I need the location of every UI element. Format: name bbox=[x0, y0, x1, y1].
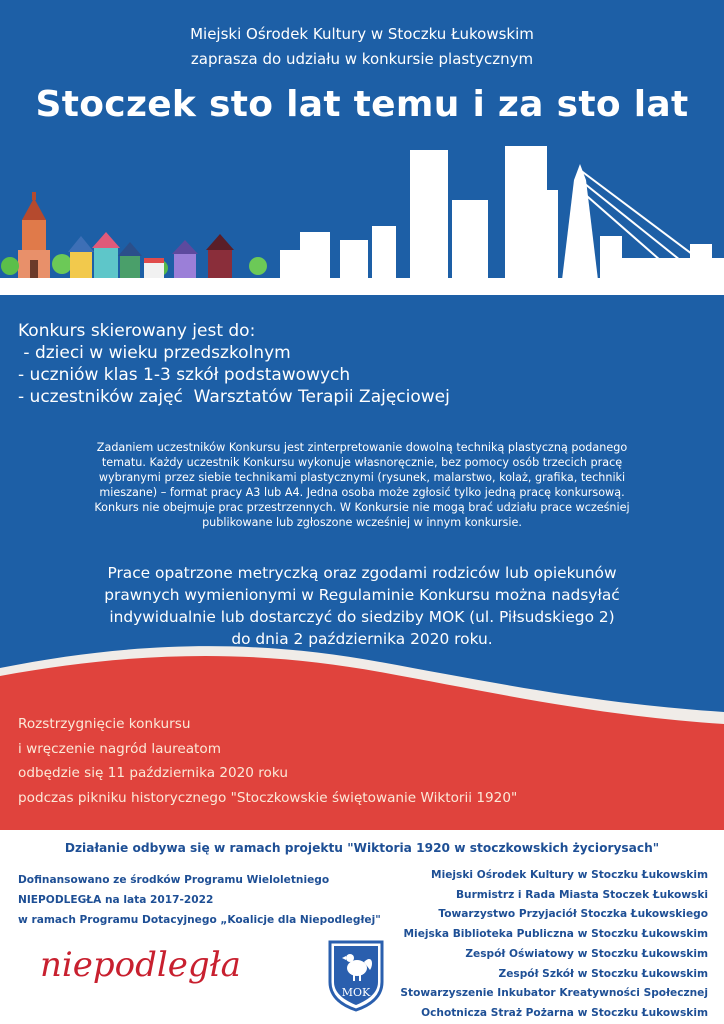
niepodlegla-logo-text: niepodległa bbox=[40, 945, 241, 985]
contest-title: Stoczek sto lat temu i za sto lat bbox=[35, 84, 689, 125]
church-icon bbox=[18, 192, 50, 278]
description-line: wybranymi przez siebie technikami plastycznymi (rysunek, malarstwo, kolaż, grafika, techniki bbox=[98, 471, 626, 484]
invite-line: zaprasza do udziału w konkursie plastycznym bbox=[190, 50, 534, 68]
description-line: mieszane) – format pracy A3 lub A4. Jedna osoba może zgłosić tylko jedną pracę konkursową. bbox=[99, 486, 625, 499]
partner-item: Ochotnicza Straż Pożarna w Stoczku Łukowskim bbox=[421, 1006, 708, 1019]
audience-block bbox=[18, 320, 450, 408]
city-skyline-icon bbox=[280, 146, 724, 280]
results-line: Rozstrzygnięcie konkursu bbox=[18, 716, 191, 732]
partner-item: Miejska Biblioteka Publiczna w Stoczku Łukowskim bbox=[403, 928, 708, 941]
results-line: i wręczenie nagród laureatom bbox=[18, 740, 221, 757]
results-info bbox=[18, 712, 517, 810]
description-line: Zadaniem uczestników Konkursu jest zinterpretowanie dowolną techniką plastyczną podanego bbox=[96, 441, 628, 454]
partner-item: Zespół Oświatowy w Stoczku Łukowskim bbox=[465, 947, 708, 960]
description-line: Konkurs nie obejmuje prac przestrzennych. W Konkursie nie mogą brać udziału prace wcześniej bbox=[94, 501, 630, 514]
submission-line: do dnia 2 października 2020 roku. bbox=[231, 630, 493, 648]
audience-item: - dzieci w wieku przedszkolnym bbox=[18, 343, 291, 363]
submission-info bbox=[40, 562, 684, 650]
submission-line: indywidualnie lub dostarczyć do siedziby MOK (ul. Piłsudskiego 2) bbox=[109, 608, 615, 626]
partner-item: Zespół Szkół w Stoczku Łukowskim bbox=[498, 967, 708, 980]
audience-heading: Konkurs skierowany jest do: bbox=[18, 321, 256, 341]
submission-line: Prace opatrzone metryczką oraz zgodami rodziców lub opiekunów bbox=[107, 564, 617, 582]
funding-line: NIEPODLEGŁA na lata 2017-2022 bbox=[18, 894, 214, 906]
description-line: publikowane lub zgłoszone wcześniej w innym konkursie. bbox=[202, 516, 522, 529]
funding-line: Dofinansowano ze środków Programu Wieloletniego bbox=[18, 874, 330, 886]
partners-list bbox=[400, 866, 708, 1024]
contest-description bbox=[30, 440, 694, 530]
audience-item: - uczestników zajęć Warsztatów Terapii Zajęciowej bbox=[18, 387, 450, 407]
funding-info bbox=[18, 870, 381, 930]
partner-item: Burmistrz i Rada Miasta Stoczek Łukowski bbox=[455, 888, 708, 901]
partner-item: Stowarzyszenie Inkubator Kreatywności Społecznej bbox=[400, 987, 708, 1000]
crest-label: MOK bbox=[341, 986, 371, 999]
town-and-city-skyline-illustration bbox=[0, 140, 724, 295]
results-line: podczas pikniku historycznego "Stoczkowskie świętowanie Wiktorii 1920" bbox=[18, 789, 518, 806]
houses-icon bbox=[68, 232, 234, 278]
organizer-name: Miejski Ośrodek Kultury w Stoczku Łukowskim bbox=[190, 25, 534, 43]
funding-line: w ramach Programu Dotacyjnego „Koalicje dla Niepodległej" bbox=[18, 914, 381, 926]
mok-crest-logo bbox=[326, 938, 386, 1012]
partner-item: Towarzystwo Przyjaciół Stoczka Łukowskiego bbox=[438, 908, 708, 921]
niepodlegla-logo bbox=[36, 940, 246, 995]
partner-item: Miejski Ośrodek Kultury w Stoczku Łukowskim bbox=[431, 869, 708, 881]
results-line: odbędzie się 11 października 2020 roku bbox=[18, 765, 288, 781]
description-line: tematu. Każdy uczestnik Konkursu wykonuje własnoręcznie, bez pomocy osób trzecich pracę bbox=[101, 456, 623, 469]
submission-line: prawnych wymienionymi w Regulaminie Konkursu można nadsyłać bbox=[104, 586, 620, 604]
audience-item: - uczniów klas 1-3 szkół podstawowych bbox=[18, 365, 351, 385]
project-info: Działanie odbywa się w ramach projektu "Wiktoria 1920 w stoczkowskich życiorysach" bbox=[64, 841, 660, 855]
